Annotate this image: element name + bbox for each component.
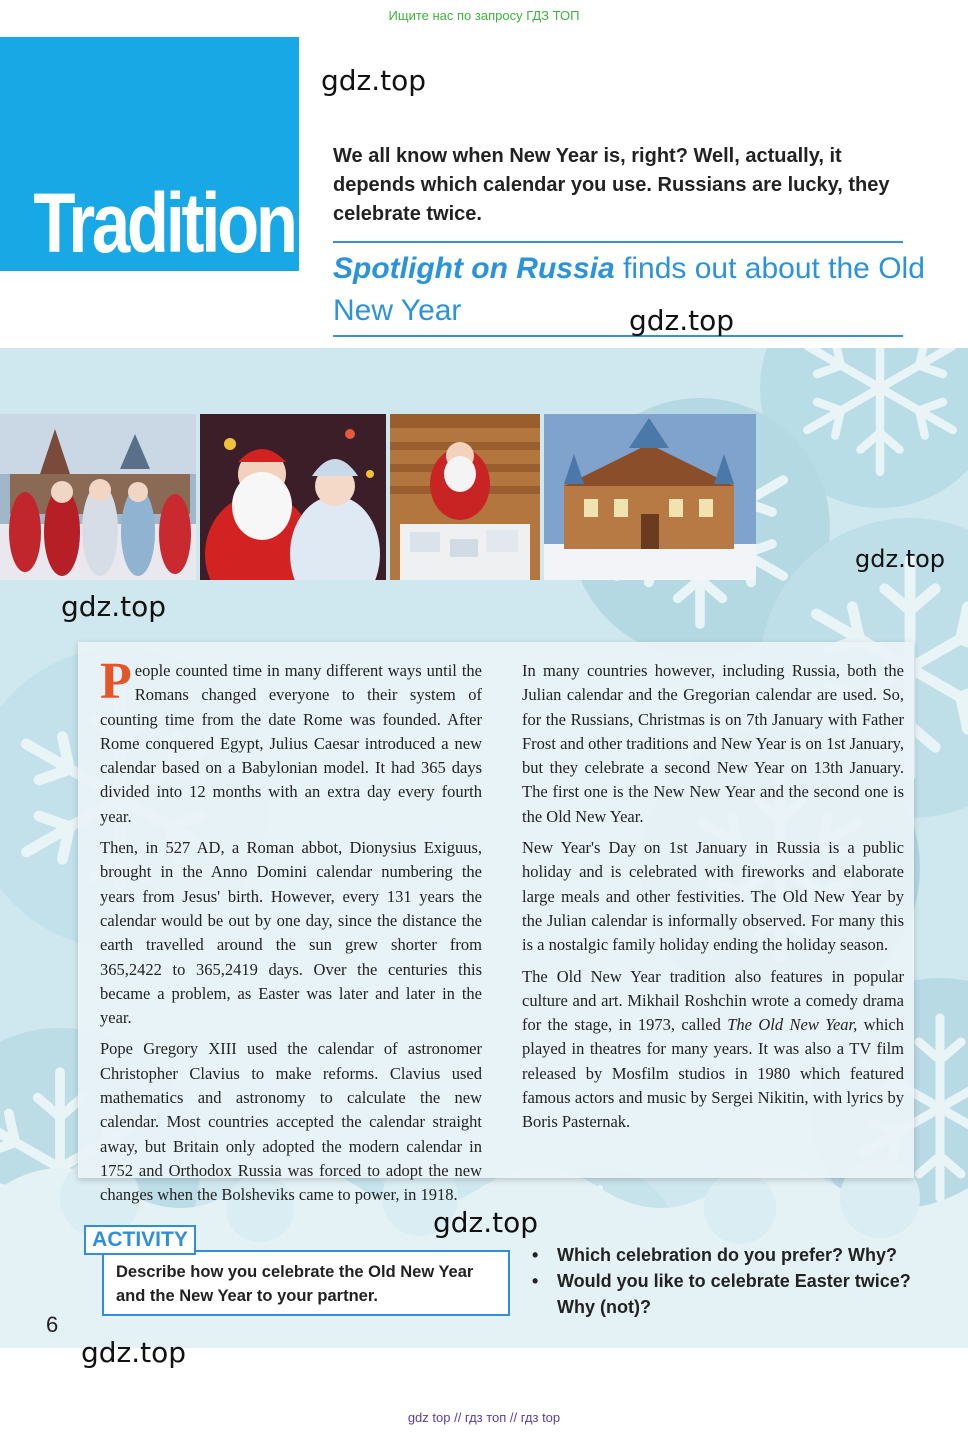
footer-note: gdz top // гдз топ // гдз top [407, 1410, 561, 1425]
paragraph-text: eople counted time in many different ways until the Romans changed everyone to their system of counting time from the date Rome was founded. After Rome conquered Egypt, Julius Caesar introduced a new calendar based on a Babylonian model. It had 365 days divided into 12 months with an extra day every fourth year. [100, 661, 482, 826]
watermark: gdz.top [855, 545, 946, 573]
photo-father-frosts [0, 414, 196, 580]
paragraph-text: The Old New Year tradition also features in popular culture and art. Mikhail Roshchin wrote a comedy drama for the stage, in 1973, called [522, 966, 904, 1035]
paragraph: Pope Gregory XIII used the calendar of astronomer Christopher Clavius to make reforms. Clavius used mathematics and astronomy to calculate the new calendar. Most countries accepted the calendar straight away, but Britain only adopted the modern calendar in 1752 and Orthodox Russia was forced to adopt the new changes when the Bolsheviks came to power, in 1918. [100, 1039, 482, 1205]
watermark: gdz.top [81, 1336, 187, 1369]
activity-text: Describe how you celebrate the Old New Year and the New Year to your partner. [116, 1263, 474, 1305]
play-title: The Old New Year, [727, 1015, 858, 1035]
paragraph: New Year's Day on 1st January in Russia is a public holiday and is celebrated with fireworks and elaborate large meals and other festivities. The Old New Year by the Julian calendar is informally observed. For many this is a nostalgic family holiday ending the holiday season. [522, 838, 904, 955]
question-item: • Which celebration do you prefer? Why? [532, 1242, 932, 1268]
watermark: gdz.top [61, 590, 167, 623]
paragraph [522, 965, 904, 1135]
title-block [0, 37, 299, 271]
divider [333, 241, 903, 243]
section-title: Tradition [33, 176, 295, 270]
search-note: Ищите нас по запросу ГДЗ ТОП [388, 8, 580, 23]
photo-father-frost-house [544, 414, 756, 580]
spotlight-rest: finds out about the Old New Year [333, 252, 925, 327]
discussion-questions [532, 1242, 932, 1320]
page-number: 6 [46, 1312, 59, 1337]
activity-label: ACTIVITY [84, 1225, 196, 1255]
intro-text: We all know when New Year is, right? Well, actually, it depends which calendar you use. Russians are lucky, they celebrate twice. [333, 145, 890, 225]
photo-father-frost-letters [390, 414, 540, 580]
article-column-right [522, 659, 904, 1142]
divider [333, 335, 903, 337]
activity-box [102, 1250, 510, 1316]
paragraph: In many countries however, including Russia, both the Julian calendar and the Gregorian calendar are used. So, for the Russians, Christmas is on 7th January with Father Frost and other traditions and New Year is on 1st January, but they celebrate a second New Year on 13th January. The first one is the New New Year and the second one is the Old New Year. [522, 661, 904, 826]
paragraph [100, 653, 482, 829]
article-column-left [100, 653, 482, 1215]
dropcap: P [100, 653, 132, 710]
question-item: • Would you like to celebrate Easter twice? Why (not)? [532, 1268, 932, 1320]
photo-santa-snow-maiden [200, 414, 386, 580]
watermark: gdz.top [629, 304, 735, 337]
paragraph-text: which played in theatres for many years. It was also a TV film released by Mosfilm studios in 1980 which featured famous actors and music by Sergei Nikitin, with lyrics by Boris Pasternak. [522, 1015, 904, 1132]
spotlight-brand: Spotlight on Russia [333, 252, 615, 285]
paragraph: Then, in 527 AD, a Roman abbot, Dionysius Exiguus, brought in the Anno Domini calendar numbering the years from Jesus' birth. However, every 131 years the calendar would be out by one day, since the distance the earth travelled around the sun grew shorter from 365,2422 to 365,2419 days. Over the centuries this became a problem, as Easter was later and later in the year. [100, 838, 482, 1028]
watermark: gdz.top [433, 1206, 539, 1239]
article-box [78, 642, 914, 1205]
watermark: gdz.top [321, 64, 427, 97]
